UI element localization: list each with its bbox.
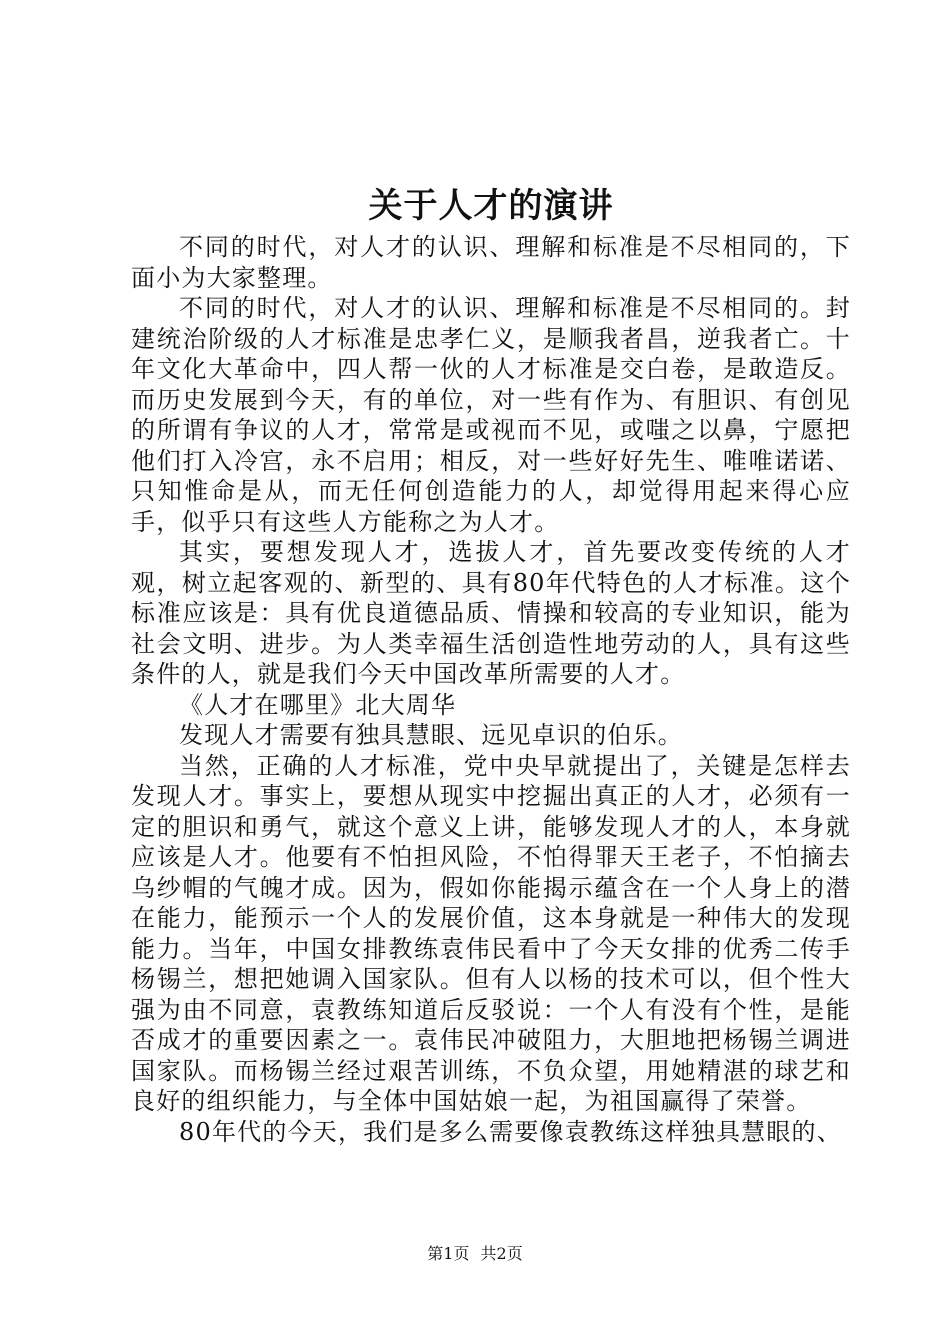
paragraph-standards-history: 不同的时代，对人才的认识、理解和标准是不尽相同的。封建统治阶级的人才标准是忠孝仁义，是顺我者昌，逆我者亡。十年文化大革命中，四人帮一伙的人才标准是交白卷，是敢造反。而历史发展到今天，有的单位，对一些有作为、有胆识、有创见的所谓有争议的人才，常常是或视而不见，或嗤之以鼻，宁愿把他们打入冷宫，永不启用；相反，对一些好好先生、唯唯诺诺、只知惟命是从，而无任何创造能力的人，却觉得用起来得心应手，似乎只有这些人方能称之为人才。: [131, 294, 851, 536]
paragraph-source-citation: 《人才在哪里》北大周华: [179, 690, 457, 719]
page-number-current: 第1页: [427, 1244, 470, 1263]
paragraph-closing: 80年代的今天，我们是多么需要像袁教练这样独具慧眼的、: [179, 1117, 842, 1146]
paragraph-discovery: 当然，正确的人才标准，党中央早就提出了，关键是怎样去发现人才。事实上，要想从现实中挖掘出真正的人才，必须有一定的胆识和勇气，就这个意义上讲，能够发现人才的人，本身就应该是人才。他要有不怕担风险，不怕得罪天王老子，不怕摘去乌纱帽的气魄才成。因为，假如你能揭示蕴含在一个人身上的潜在能力，能预示一个人的发展价值，这本身就是一种伟大的发现能力。当年，中国女排教练袁伟民看中了今天女排的优秀二传手杨锡兰，想把她调入国家队。但有人以杨的技术可以，但个性大强为由不同意，袁教练知道后反驳说：一个人有没有个性，是能否成才的重要因素之一。袁伟民冲破阻力，大胆地把杨锡兰调进国家队。而杨锡兰经过艰苦训练，不负众望，用她精湛的球艺和良好的组织能力，与全体中国姑娘一起，为祖国赢得了荣誉。: [131, 751, 851, 1115]
document-body: [131, 182, 851, 1147]
paragraph-new-standard: 其实，要想发现人才，选拔人才，首先要改变传统的人才观，树立起客观的、新型的、具有80年代特色的人才标准。这个标准应该是：具有优良道德品质、情操和较高的专业知识，能为社会文明、进步。为人类幸福生活创造性地劳动的人，具有这些条件的人，就是我们今天中国改革所需要的人才。: [131, 538, 851, 688]
paragraph-section-heading: 发现人才需要有独具慧眼、远见卓识的伯乐。: [179, 721, 683, 749]
paragraph-intro: 不同的时代，对人才的认识、理解和标准是不尽相同的，下面小为大家整理。: [131, 233, 851, 292]
page-footer: [0, 1243, 950, 1265]
page-title: 关于人才的演讲: [368, 186, 614, 226]
page-number-total: 共2页: [480, 1244, 523, 1263]
